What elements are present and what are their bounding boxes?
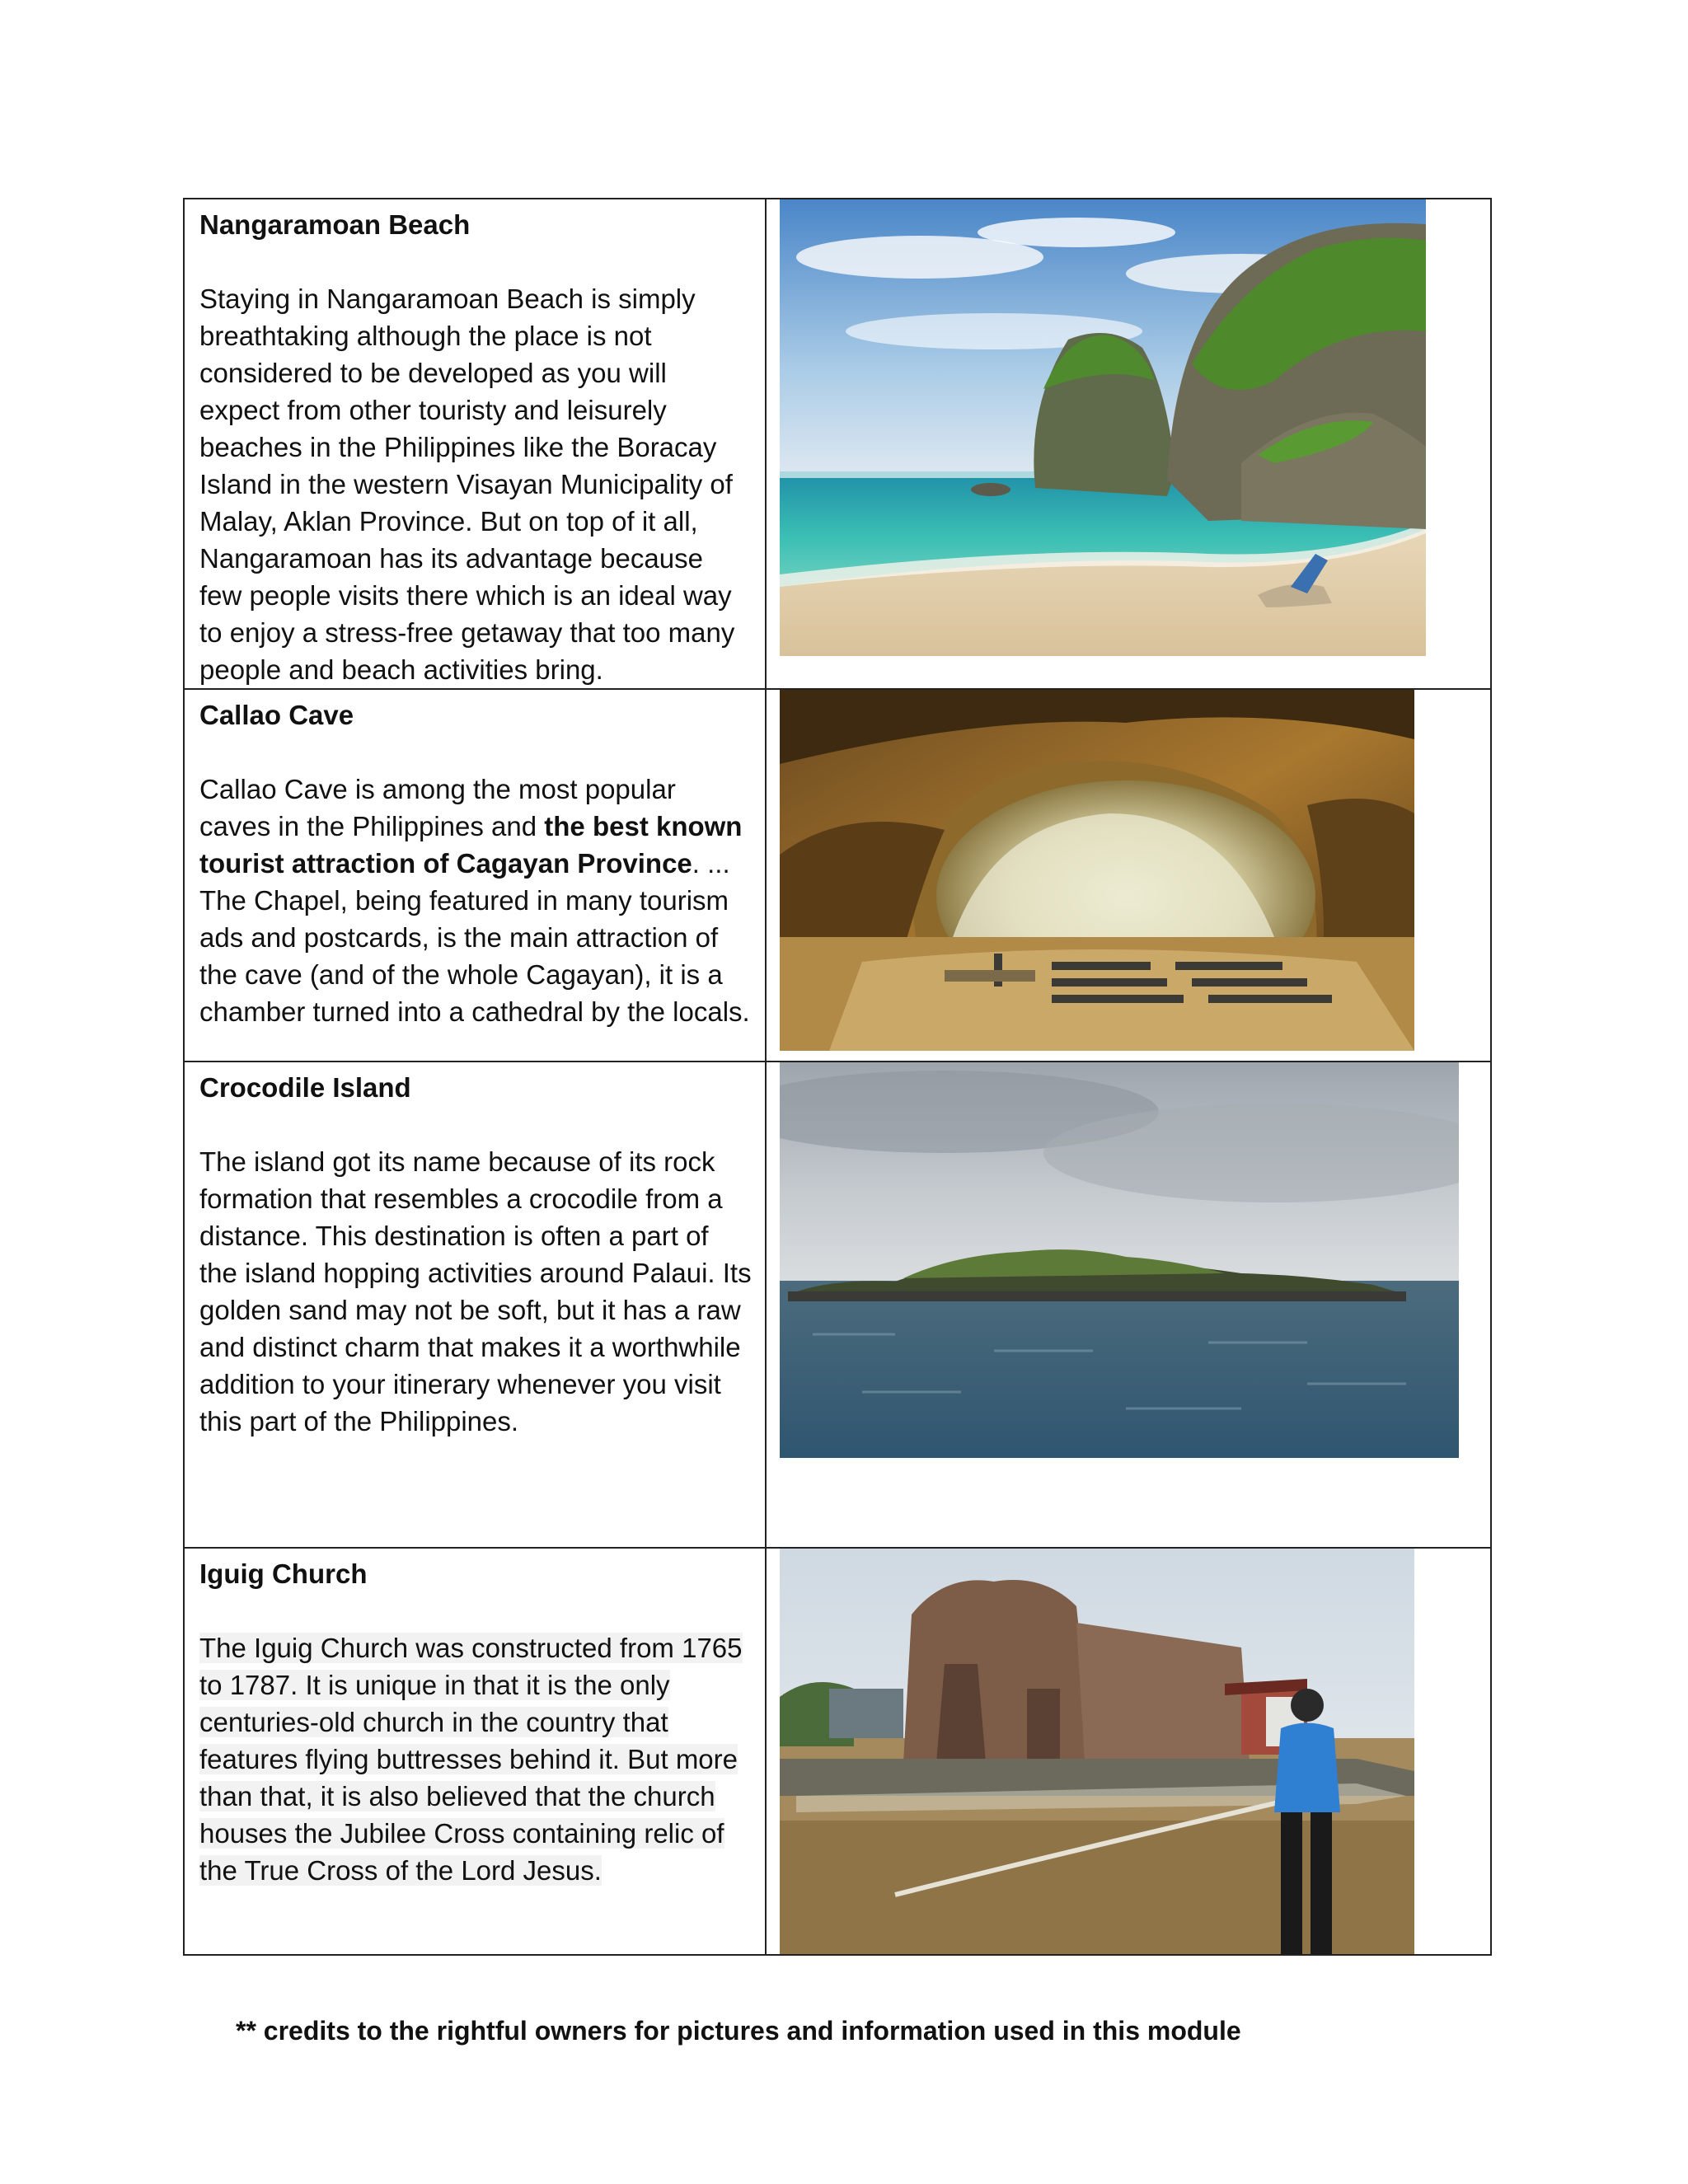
cave-photo <box>780 690 1414 1051</box>
church-photo <box>780 1549 1414 1954</box>
entry-body-text: Callao Cave is among the most popular caves in the Philippines and <box>199 774 676 841</box>
entry-body-text: The Iguig Church was constructed from 1765 to 1787. It is unique in that it is the only centuries-old church in the country that features flying buttresses behind it. But more than that, it is also believed that the church houses the Jubilee Cross containing relic of the True Cross of the Lord Jesus. <box>199 1633 743 1886</box>
text-cell <box>184 199 766 689</box>
entry-body: The island got its name because of its rock formation that resembles a crocodile from a distance. This destination is often a part of the island hopping activities around Palaui. Its golden sand may not be soft, but it has a raw and distinct charm that makes it a worthwhile addition to your itinerary whenever you visit this part of the Philippines. <box>199 1146 752 1436</box>
entry-title: Iguig Church <box>199 1558 368 1589</box>
entry-title: Crocodile Island <box>199 1072 411 1103</box>
table-row <box>184 199 1491 689</box>
entry-title: Nangaramoan Beach <box>199 209 471 240</box>
attractions-table <box>183 198 1492 1956</box>
entry-body <box>199 1629 752 1889</box>
entry-body <box>199 771 752 1030</box>
table-row <box>184 1062 1491 1548</box>
text-cell <box>184 1548 766 1955</box>
image-cell <box>766 1548 1491 1955</box>
table-row <box>184 689 1491 1062</box>
credits-note: ** credits to the rightful owners for pictures and information used in this module <box>236 2016 1241 2046</box>
table-row <box>184 1548 1491 1955</box>
image-cell <box>766 199 1491 689</box>
text-cell <box>184 689 766 1062</box>
entry-body-text: . ... The Chapel, being featured in many tourism ads and postcards, is the main attraction of the cave (and of the whole Cagayan), it is a chamber turned into a cathedral by the locals. <box>199 848 750 1027</box>
entry-title: Callao Cave <box>199 700 354 730</box>
image-cell <box>766 1062 1491 1548</box>
image-cell <box>766 689 1491 1062</box>
entry-body-emphasis: the best known tourist attraction of Cagayan Province <box>199 811 743 879</box>
text-cell <box>184 1062 766 1548</box>
entry-body: Staying in Nangaramoan Beach is simply breathtaking although the place is not considered to be developed as you will expect from other touristy and leisurely beaches in the Philippines like the Boracay Island in the western Visayan Municipality of Malay, Aklan Province. But on top of it all, Nangaramoan has its advantage because few people visits there which is an ideal way to enjoy a stress-free getaway that too many people and beach activities bring. <box>199 284 735 685</box>
island-photo <box>780 1062 1459 1458</box>
beach-photo <box>780 199 1426 656</box>
